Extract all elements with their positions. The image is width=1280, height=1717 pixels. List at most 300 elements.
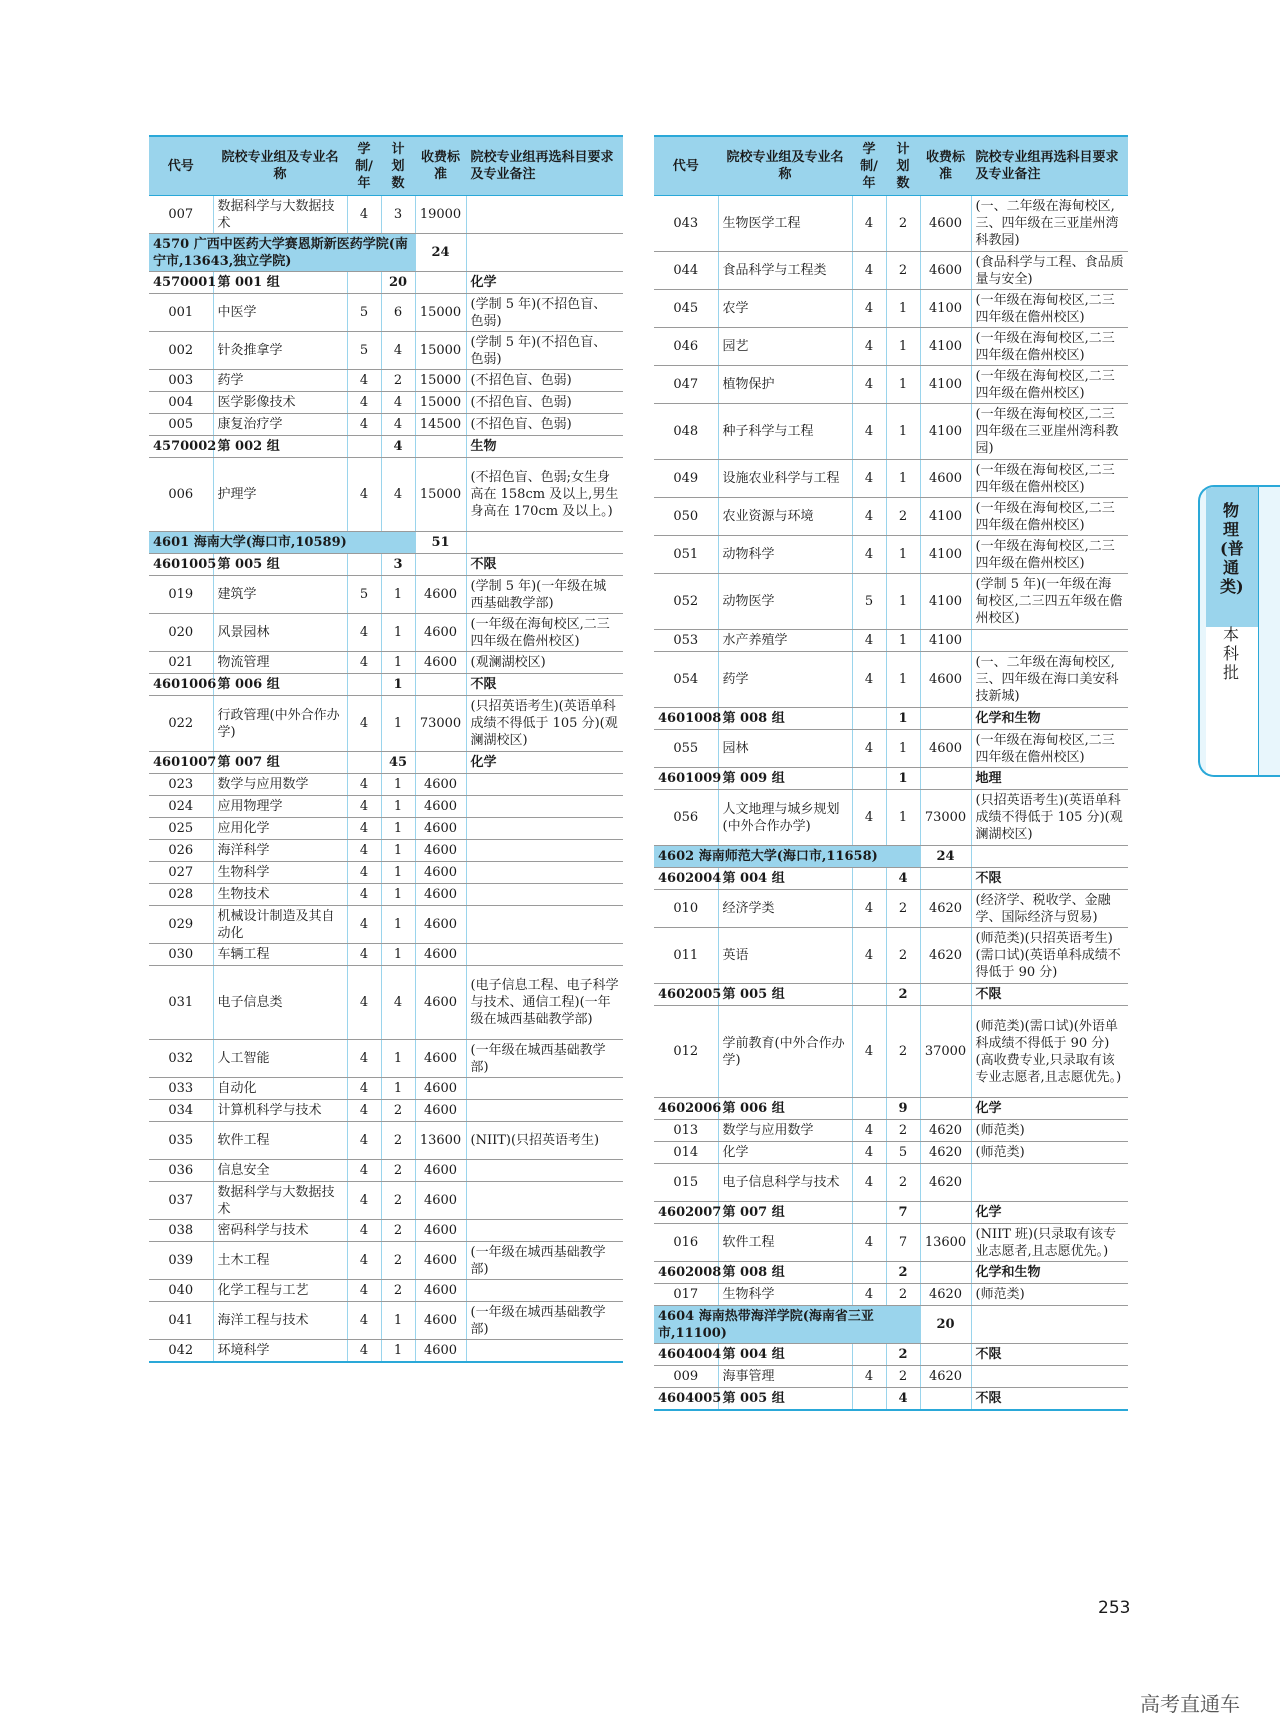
major-plan: 2: [886, 498, 920, 536]
group-name: 第 007 组: [718, 1202, 852, 1224]
side-tab-panel: [1206, 487, 1259, 775]
group-name: 第 008 组: [718, 1262, 852, 1284]
major-name: 风景园林: [213, 614, 347, 652]
major-years: 4: [852, 928, 886, 984]
major-note: (师范类)(只招英语考生)(需口试)(英语单科成绩不得低于 90 分): [971, 928, 1128, 984]
major-note: (一年级在海甸校区,二三四年级在儋州校区): [971, 460, 1128, 498]
major-name: 中医学: [213, 294, 347, 332]
major-row: [149, 696, 623, 752]
major-code: 043: [654, 196, 718, 252]
group-subject-requirement: 地理: [971, 768, 1128, 790]
major-note: (不招色盲、色弱;女生身高在 158cm 及以上,男生身高在 170cm 及以上。): [466, 458, 623, 532]
major-code: 013: [654, 1120, 718, 1142]
major-note: (一年级在海甸校区,二三四年级在儋州校区): [971, 328, 1128, 366]
group-row: [654, 708, 1128, 730]
major-years: 4: [347, 1340, 381, 1362]
major-code: 042: [149, 1340, 213, 1362]
institution-plan: 51: [415, 532, 466, 554]
major-row: [654, 1284, 1128, 1306]
admission-table-right: [654, 135, 1128, 1411]
major-fee: 4620: [920, 1164, 971, 1202]
major-note: (师范类): [971, 1142, 1128, 1164]
major-fee: 4600: [920, 252, 971, 290]
group-plan: 4: [381, 436, 415, 458]
major-years: 4: [347, 944, 381, 966]
major-name: 软件工程: [718, 1224, 852, 1262]
major-years: 4: [347, 614, 381, 652]
major-name: 园林: [718, 730, 852, 768]
major-name: 信息安全: [213, 1160, 347, 1182]
major-row: [654, 630, 1128, 652]
header-years: 学制/年: [347, 136, 381, 196]
major-years: 4: [347, 414, 381, 436]
group-plan: 9: [886, 1098, 920, 1120]
major-row: [149, 370, 623, 392]
major-years: 4: [852, 196, 886, 252]
major-row: [654, 652, 1128, 708]
major-name: 园艺: [718, 328, 852, 366]
group-row: [149, 436, 623, 458]
major-plan: 1: [381, 944, 415, 966]
major-note: (不招色盲、色弱): [466, 392, 623, 414]
major-row: [654, 366, 1128, 404]
group-fee: [415, 554, 466, 576]
major-note: (学制 5 年)(不招色盲、色弱): [466, 332, 623, 370]
group-row: [654, 868, 1128, 890]
major-note: (只招英语考生)(英语单科成绩不得低于 105 分)(观澜湖校区): [971, 790, 1128, 846]
header-fee: 收费标准: [415, 136, 466, 196]
major-name: 食品科学与工程类: [718, 252, 852, 290]
major-fee: 14500: [415, 414, 466, 436]
major-name: 植物保护: [718, 366, 852, 404]
major-plan: 1: [381, 1340, 415, 1362]
table-header: [654, 136, 1128, 196]
major-plan: 1: [886, 536, 920, 574]
institution-row: [149, 234, 623, 272]
major-fee: 15000: [415, 392, 466, 414]
group-subject-requirement: 不限: [466, 674, 623, 696]
major-fee: 15000: [415, 370, 466, 392]
group-row: [654, 1262, 1128, 1284]
major-code: 016: [654, 1224, 718, 1262]
major-note: (电子信息工程、电子科学与技术、通信工程)(一年级在城西基础教学部): [466, 966, 623, 1040]
major-years: 4: [852, 630, 886, 652]
group-code: 4604004: [654, 1344, 718, 1366]
major-years: 4: [852, 1224, 886, 1262]
major-name: 环境科学: [213, 1340, 347, 1362]
group-code: 4570002: [149, 436, 213, 458]
major-note: [466, 1100, 623, 1122]
major-name: 数学与应用数学: [213, 774, 347, 796]
major-fee: 4600: [415, 1078, 466, 1100]
major-code: 035: [149, 1122, 213, 1160]
header-plan: 计划数: [886, 136, 920, 196]
group-code: 4602008: [654, 1262, 718, 1284]
major-years: 5: [852, 574, 886, 630]
major-plan: 1: [381, 614, 415, 652]
major-code: 020: [149, 614, 213, 652]
group-subject-requirement: 不限: [971, 1344, 1128, 1366]
major-years: 4: [852, 1164, 886, 1202]
major-note: [466, 944, 623, 966]
major-fee: 15000: [415, 294, 466, 332]
major-fee: 15000: [415, 332, 466, 370]
major-years: 4: [347, 906, 381, 944]
major-plan: 3: [381, 196, 415, 234]
major-note: (一年级在海甸校区,二三四年级在儋州校区): [971, 536, 1128, 574]
group-plan: 3: [381, 554, 415, 576]
major-note: (一年级在海甸校区,二三四年级在三亚崖州湾科教园): [971, 404, 1128, 460]
major-note: (不招色盲、色弱): [466, 414, 623, 436]
major-years: 4: [852, 536, 886, 574]
major-plan: 1: [886, 290, 920, 328]
group-name: 第 004 组: [718, 1344, 852, 1366]
header-code: 代号: [654, 136, 718, 196]
major-name: 自动化: [213, 1078, 347, 1100]
major-code: 045: [654, 290, 718, 328]
major-code: 010: [654, 890, 718, 928]
major-note: [466, 796, 623, 818]
major-code: 009: [654, 1366, 718, 1388]
major-code: 004: [149, 392, 213, 414]
major-row: [149, 1220, 623, 1242]
institution-note: [466, 532, 623, 554]
major-plan: 1: [381, 818, 415, 840]
major-fee: 4600: [920, 196, 971, 252]
major-plan: 4: [381, 966, 415, 1040]
major-name: 应用化学: [213, 818, 347, 840]
major-years: 4: [347, 1220, 381, 1242]
major-row: [149, 774, 623, 796]
major-name: 生物科学: [213, 862, 347, 884]
major-code: 037: [149, 1182, 213, 1220]
major-fee: 4620: [920, 1366, 971, 1388]
institution-note: [971, 846, 1128, 868]
major-years: 4: [347, 884, 381, 906]
group-fee: [415, 674, 466, 696]
major-years: 4: [347, 1122, 381, 1160]
group-fee: [920, 1202, 971, 1224]
group-years: [347, 674, 381, 696]
major-plan: 1: [381, 862, 415, 884]
major-fee: 4620: [920, 1284, 971, 1306]
major-plan: 1: [381, 796, 415, 818]
major-plan: 1: [886, 630, 920, 652]
major-code: 044: [654, 252, 718, 290]
major-code: 052: [654, 574, 718, 630]
major-fee: 4600: [415, 944, 466, 966]
header-name: 院校专业组及专业名称: [213, 136, 347, 196]
major-years: 4: [347, 1280, 381, 1302]
group-years: [852, 1344, 886, 1366]
major-note: (一、二年级在海甸校区,三、四年级在三亚崖州湾科教园): [971, 196, 1128, 252]
group-years: [347, 272, 381, 294]
institution-row: [654, 1306, 1128, 1344]
major-note: [971, 1164, 1128, 1202]
major-years: 4: [347, 1100, 381, 1122]
major-name: 人工智能: [213, 1040, 347, 1078]
major-fee: 4600: [415, 840, 466, 862]
major-fee: 4600: [415, 1340, 466, 1362]
major-row: [149, 458, 623, 532]
major-note: (一、二年级在海甸校区,三、四年级在海口美安科技新城): [971, 652, 1128, 708]
major-code: 005: [149, 414, 213, 436]
major-code: 028: [149, 884, 213, 906]
group-fee: [920, 1262, 971, 1284]
major-fee: 4600: [415, 1280, 466, 1302]
group-years: [852, 868, 886, 890]
group-fee: [415, 752, 466, 774]
group-plan: 2: [886, 1344, 920, 1366]
group-row: [654, 1202, 1128, 1224]
group-code: 4570001: [149, 272, 213, 294]
table-header: [149, 136, 623, 196]
group-years: [347, 554, 381, 576]
group-code: 4602007: [654, 1202, 718, 1224]
major-name: 海洋科学: [213, 840, 347, 862]
major-plan: 1: [381, 1078, 415, 1100]
group-plan: 45: [381, 752, 415, 774]
major-years: 4: [347, 458, 381, 532]
major-name: 密码科学与技术: [213, 1220, 347, 1242]
group-row: [149, 272, 623, 294]
group-subject-requirement: 化学和生物: [971, 708, 1128, 730]
group-code: 4602004: [654, 868, 718, 890]
major-row: [149, 796, 623, 818]
major-fee: 19000: [415, 196, 466, 234]
major-row: [149, 576, 623, 614]
major-name: 计算机科学与技术: [213, 1100, 347, 1122]
major-fee: 4600: [415, 1302, 466, 1340]
group-row: [149, 554, 623, 576]
major-code: 031: [149, 966, 213, 1040]
group-name: 第 005 组: [213, 554, 347, 576]
major-code: 050: [654, 498, 718, 536]
major-years: 4: [852, 1142, 886, 1164]
major-name: 生物医学工程: [718, 196, 852, 252]
group-subject-requirement: 化学: [466, 752, 623, 774]
group-fee: [920, 868, 971, 890]
major-note: (学制 5 年)(不招色盲、色弱): [466, 294, 623, 332]
major-code: 023: [149, 774, 213, 796]
major-name: 医学影像技术: [213, 392, 347, 414]
major-row: [149, 652, 623, 674]
group-code: 4602006: [654, 1098, 718, 1120]
major-code: 022: [149, 696, 213, 752]
group-name: 第 008 组: [718, 708, 852, 730]
group-subject-requirement: 不限: [971, 1388, 1128, 1410]
major-name: 动物医学: [718, 574, 852, 630]
group-plan: 7: [886, 1202, 920, 1224]
major-row: [654, 196, 1128, 252]
major-code: 036: [149, 1160, 213, 1182]
major-code: 007: [149, 196, 213, 234]
major-name: 针灸推拿学: [213, 332, 347, 370]
group-plan: 1: [886, 768, 920, 790]
major-row: [149, 1280, 623, 1302]
major-code: 054: [654, 652, 718, 708]
major-name: 农业资源与环境: [718, 498, 852, 536]
major-name: 水产养殖学: [718, 630, 852, 652]
major-row: [149, 966, 623, 1040]
major-code: 014: [654, 1142, 718, 1164]
major-row: [149, 1100, 623, 1122]
major-fee: 4600: [415, 1242, 466, 1280]
major-row: [654, 1224, 1128, 1262]
major-fee: 4600: [415, 1182, 466, 1220]
major-fee: 4100: [920, 536, 971, 574]
header-years: 学制/年: [852, 136, 886, 196]
major-plan: 2: [886, 890, 920, 928]
major-note: (食品科学与工程、食品质量与安全): [971, 252, 1128, 290]
group-code: 4604005: [654, 1388, 718, 1410]
major-code: 039: [149, 1242, 213, 1280]
header-requirements: 院校专业组再选科目要求及专业备注: [466, 136, 623, 196]
major-fee: 4600: [415, 862, 466, 884]
group-plan: 1: [886, 708, 920, 730]
major-plan: 7: [886, 1224, 920, 1262]
major-fee: 4600: [415, 884, 466, 906]
major-code: 032: [149, 1040, 213, 1078]
major-note: (一年级在城西基础教学部): [466, 1242, 623, 1280]
major-code: 024: [149, 796, 213, 818]
group-row: [149, 752, 623, 774]
major-years: 4: [347, 1160, 381, 1182]
group-name: 第 009 组: [718, 768, 852, 790]
major-code: 025: [149, 818, 213, 840]
major-note: [466, 906, 623, 944]
major-plan: 2: [886, 1366, 920, 1388]
major-code: 041: [149, 1302, 213, 1340]
major-name: 建筑学: [213, 576, 347, 614]
major-code: 051: [654, 536, 718, 574]
major-row: [654, 928, 1128, 984]
group-fee: [920, 708, 971, 730]
major-plan: 1: [381, 906, 415, 944]
group-code: 4601008: [654, 708, 718, 730]
major-plan: 1: [886, 652, 920, 708]
major-row: [149, 1078, 623, 1100]
group-years: [852, 984, 886, 1006]
major-years: 4: [852, 1006, 886, 1098]
group-row: [149, 674, 623, 696]
group-subject-requirement: 不限: [971, 984, 1128, 1006]
major-note: (不招色盲、色弱): [466, 370, 623, 392]
major-plan: 1: [381, 1302, 415, 1340]
major-code: 017: [654, 1284, 718, 1306]
major-name: 学前教育(中外合作办学): [718, 1006, 852, 1098]
major-code: 021: [149, 652, 213, 674]
major-fee: 73000: [920, 790, 971, 846]
major-fee: 4100: [920, 404, 971, 460]
major-plan: 2: [381, 1242, 415, 1280]
major-code: 015: [654, 1164, 718, 1202]
major-row: [654, 1006, 1128, 1098]
major-plan: 1: [886, 574, 920, 630]
major-row: [149, 196, 623, 234]
major-fee: 4600: [415, 1100, 466, 1122]
major-plan: 2: [886, 1006, 920, 1098]
major-note: [466, 1280, 623, 1302]
major-row: [149, 1182, 623, 1220]
institution-note: [466, 234, 623, 272]
major-row: [654, 890, 1128, 928]
major-plan: 1: [381, 652, 415, 674]
institution-plan: 20: [920, 1306, 971, 1344]
group-subject-requirement: 不限: [466, 554, 623, 576]
major-fee: 4600: [920, 730, 971, 768]
major-note: [466, 862, 623, 884]
group-plan: 2: [886, 984, 920, 1006]
major-note: [971, 1366, 1128, 1388]
section-side-tab: [1198, 485, 1280, 777]
major-code: 033: [149, 1078, 213, 1100]
institution-name: 4602 海南师范大学(海口市,11658): [654, 846, 920, 868]
major-name: 数学与应用数学: [718, 1120, 852, 1142]
header-fee: 收费标准: [920, 136, 971, 196]
major-years: 4: [347, 1078, 381, 1100]
major-years: 4: [347, 796, 381, 818]
major-years: 4: [347, 1040, 381, 1078]
group-row: [654, 1098, 1128, 1120]
header-code: 代号: [149, 136, 213, 196]
major-note: (一年级在海甸校区,二三四年级在儋州校区): [971, 366, 1128, 404]
major-name: 车辆工程: [213, 944, 347, 966]
major-fee: 4100: [920, 366, 971, 404]
group-code: 4602005: [654, 984, 718, 1006]
major-years: 4: [347, 818, 381, 840]
group-name: 第 002 组: [213, 436, 347, 458]
major-row: [149, 1040, 623, 1078]
major-name: 设施农业科学与工程: [718, 460, 852, 498]
major-note: [466, 1160, 623, 1182]
major-note: (NIIT)(只招英语考生): [466, 1122, 623, 1160]
major-fee: 73000: [415, 696, 466, 752]
major-name: 农学: [718, 290, 852, 328]
major-years: 4: [852, 252, 886, 290]
major-name: 机械设计制造及其自动化: [213, 906, 347, 944]
group-plan: 4: [886, 868, 920, 890]
major-row: [654, 790, 1128, 846]
major-note: [466, 196, 623, 234]
major-fee: 37000: [920, 1006, 971, 1098]
major-note: [466, 840, 623, 862]
group-fee: [920, 984, 971, 1006]
major-name: 种子科学与工程: [718, 404, 852, 460]
major-years: 4: [852, 328, 886, 366]
major-note: [466, 818, 623, 840]
major-name: 应用物理学: [213, 796, 347, 818]
major-plan: 2: [886, 1284, 920, 1306]
major-note: (一年级在海甸校区,二三四年级在儋州校区): [971, 290, 1128, 328]
major-fee: 4100: [920, 630, 971, 652]
major-plan: 4: [381, 332, 415, 370]
group-code: 4601005: [149, 554, 213, 576]
major-years: 4: [852, 404, 886, 460]
major-fee: 4600: [415, 906, 466, 944]
major-plan: 1: [886, 328, 920, 366]
major-row: [149, 944, 623, 966]
major-code: 006: [149, 458, 213, 532]
major-plan: 2: [381, 1160, 415, 1182]
group-years: [852, 1202, 886, 1224]
major-row: [654, 536, 1128, 574]
group-years: [852, 1098, 886, 1120]
major-note: (一年级在海甸校区,二三四年级在儋州校区): [971, 498, 1128, 536]
major-code: 030: [149, 944, 213, 966]
major-code: 038: [149, 1220, 213, 1242]
major-name: 康复治疗学: [213, 414, 347, 436]
